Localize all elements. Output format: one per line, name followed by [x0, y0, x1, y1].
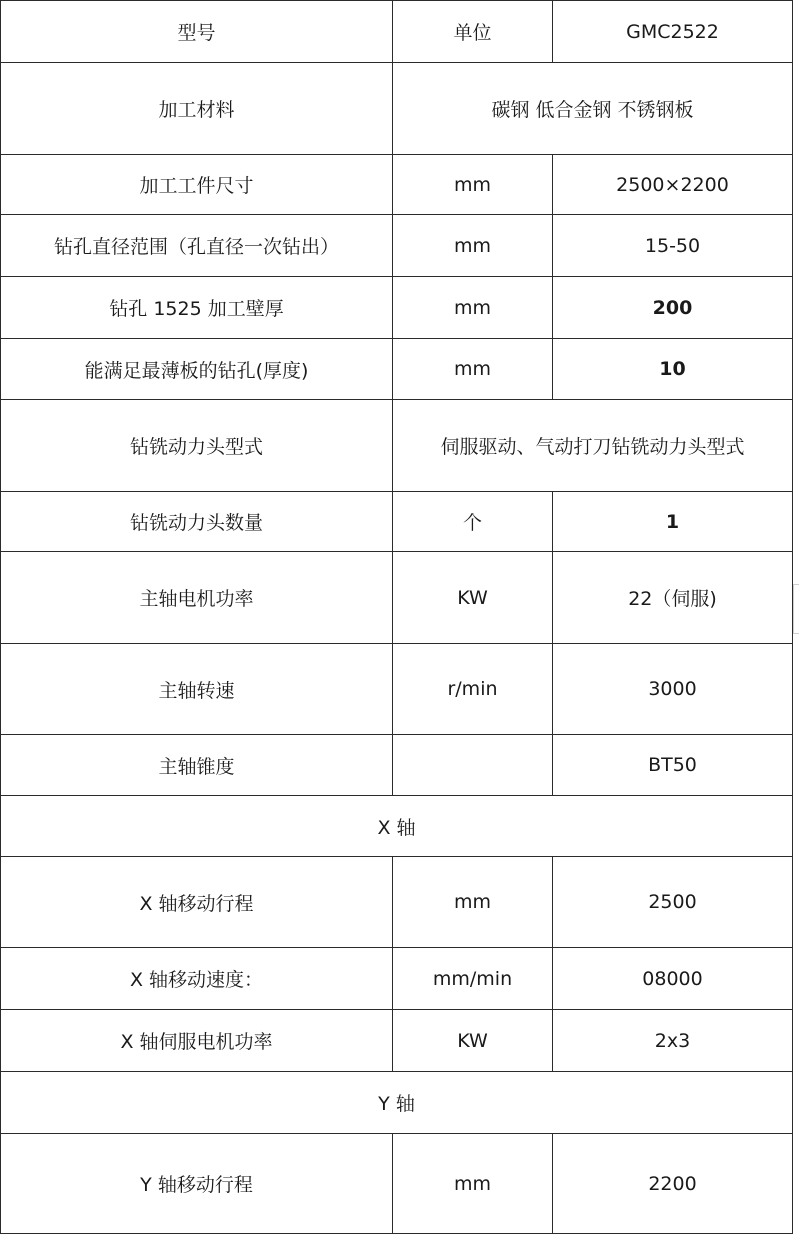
- table-row: [1, 339, 793, 400]
- section-row-y-axis: [1, 1072, 793, 1134]
- table-row: [1, 277, 793, 339]
- table-row: [1, 400, 793, 492]
- row-label: 钻铣动力头数量: [1, 492, 393, 552]
- section-title: X 轴: [1, 796, 793, 857]
- row-value: 伺服驱动、气动打刀钻铣动力头型式: [393, 400, 793, 492]
- row-unit: mm: [393, 215, 553, 277]
- row-unit: [393, 735, 553, 796]
- row-label: 钻铣动力头型式: [1, 400, 393, 492]
- table-row: [1, 492, 793, 552]
- row-label: X 轴移动速度：: [1, 948, 393, 1010]
- row-value: 碳钢 低合金钢 不锈钢板: [393, 63, 793, 155]
- row-label: 加工材料: [1, 63, 393, 155]
- row-label: 主轴电机功率: [1, 552, 393, 644]
- row-unit: mm: [393, 857, 553, 948]
- row-value: 3000: [553, 644, 793, 735]
- header-model: 型号: [1, 1, 393, 63]
- table-row: [1, 552, 793, 644]
- row-unit: mm: [393, 277, 553, 339]
- row-value: 15-50: [553, 215, 793, 277]
- row-label: X 轴移动行程: [1, 857, 393, 948]
- table-row: [1, 644, 793, 735]
- row-label: X 轴伺服电机功率: [1, 1010, 393, 1072]
- row-unit: r/min: [393, 644, 553, 735]
- row-unit: KW: [393, 1010, 553, 1072]
- row-value: 200: [553, 277, 793, 339]
- table-row: [1, 1134, 793, 1234]
- row-unit: mm: [393, 339, 553, 400]
- section-title: Y 轴: [1, 1072, 793, 1134]
- row-label: 能满足最薄板的钻孔(厚度): [1, 339, 393, 400]
- row-label: 主轴转速: [1, 644, 393, 735]
- table-row: [1, 1010, 793, 1072]
- row-label: 主轴锥度: [1, 735, 393, 796]
- table-row: [1, 215, 793, 277]
- row-label: 钻孔 1525 加工壁厚: [1, 277, 393, 339]
- row-value: 2500: [553, 857, 793, 948]
- row-value: 08000: [553, 948, 793, 1010]
- row-value: BT50: [553, 735, 793, 796]
- header-row: [1, 1, 793, 63]
- row-value: 1: [553, 492, 793, 552]
- row-label: Y 轴移动行程: [1, 1134, 393, 1234]
- table-row: [1, 948, 793, 1010]
- row-value: 22（伺服): [553, 552, 793, 644]
- row-unit: 个: [393, 492, 553, 552]
- table-row: [1, 735, 793, 796]
- row-label: 钻孔直径范围（孔直径一次钻出）: [1, 215, 393, 277]
- section-row-x-axis: [1, 796, 793, 857]
- row-value: 2x3: [553, 1010, 793, 1072]
- row-value: 10: [553, 339, 793, 400]
- table-row: [1, 63, 793, 155]
- row-unit: mm: [393, 1134, 553, 1234]
- scroll-edge-marker: [793, 584, 799, 634]
- table-row: [1, 857, 793, 948]
- header-value: GMC2522: [553, 1, 793, 63]
- row-value: 2200: [553, 1134, 793, 1234]
- row-value: 2500×2200: [553, 155, 793, 215]
- row-unit: KW: [393, 552, 553, 644]
- table-row: [1, 155, 793, 215]
- row-unit: mm/min: [393, 948, 553, 1010]
- header-unit: 单位: [393, 1, 553, 63]
- row-unit: mm: [393, 155, 553, 215]
- row-label: 加工工件尺寸: [1, 155, 393, 215]
